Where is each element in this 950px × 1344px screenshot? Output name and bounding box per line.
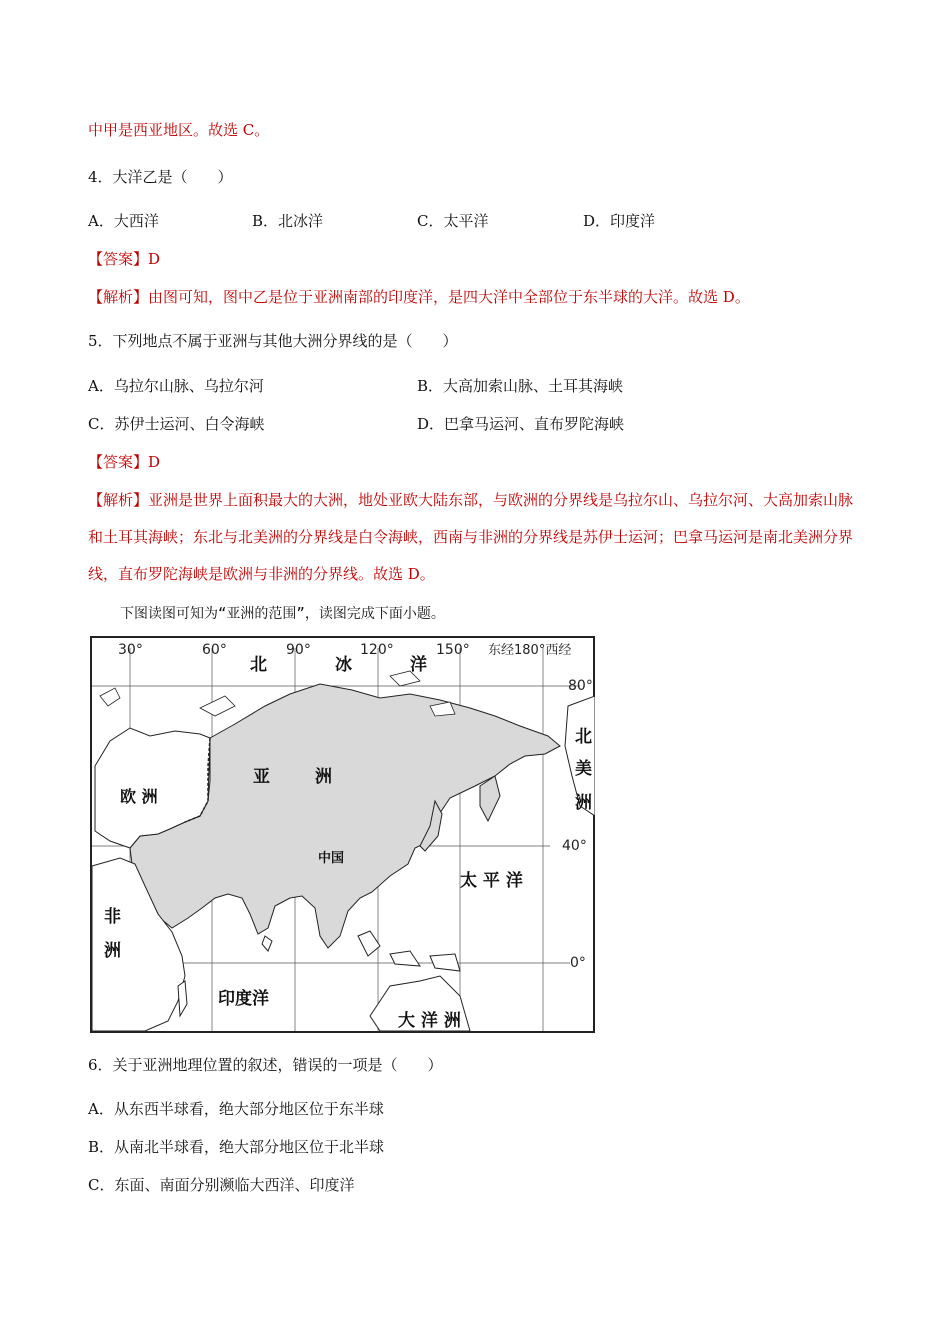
- q4-stem: 4．大洋乙是（ ）: [88, 168, 233, 186]
- answer-tag: 【答案】: [88, 250, 149, 268]
- answer-value: D: [148, 250, 161, 268]
- q4-option-a: A．大西洋: [88, 212, 159, 230]
- indian-ocean-label: 印度洋: [218, 989, 269, 1009]
- lon-corner-label: 东经180°西经: [488, 643, 572, 658]
- q6-option-c: C．东面、南面分别濒临大西洋、印度洋: [88, 1176, 355, 1194]
- q5-option-c: C．苏伊士运河、白令海峡: [88, 415, 265, 433]
- north-america-label-3: 洲: [575, 793, 592, 813]
- oceania-label: 大 洋 洲: [398, 1011, 461, 1031]
- asia-range-map: [90, 636, 595, 1033]
- map-intro: 下图读图可知为“亚洲的范围”，读图完成下面小题。: [120, 606, 445, 622]
- lon-label: 90°: [286, 642, 311, 658]
- arctic-label-2: 冰: [335, 655, 352, 675]
- africa-label-1: 非: [104, 907, 121, 927]
- answer-value: D: [148, 453, 161, 471]
- china-label: 中国: [318, 851, 345, 866]
- analysis-text: 亚洲是世界上面积最大的大洲，地处亚欧大陆东部，与欧洲的分界线是乌拉尔山、乌拉尔河、大高加索山脉和土耳其海峡；东北与北美洲的分界线是白令海峡，西南与非洲的分界线是苏伊士运河；巴拿马运河是南北美洲分界线，直布罗陀海峡是欧洲与非洲的分界线。故选 D。: [88, 491, 854, 583]
- lat-label: 80°: [568, 678, 593, 694]
- africa-label-2: 洲: [104, 941, 121, 961]
- lat-label: 40°: [562, 838, 587, 854]
- q6-option-a: A．从东西半球看，绝大部分地区位于东半球: [88, 1100, 384, 1118]
- pacific-label: 太 平 洋: [460, 871, 523, 891]
- asia-label-2: 洲: [315, 767, 332, 787]
- europe-label: 欧 洲: [120, 787, 158, 806]
- q5-option-b: B．大高加索山脉、土耳其海峡: [417, 377, 624, 395]
- q4-option-c: C．太平洋: [417, 212, 489, 230]
- north-america-label-2: 美: [575, 759, 592, 779]
- arctic-label-3: 洋: [410, 655, 427, 675]
- q5-answer: [88, 452, 160, 472]
- lon-label: 120°: [360, 642, 394, 658]
- lon-label: 60°: [202, 642, 227, 658]
- q4-option-b: B．北冰洋: [252, 212, 324, 230]
- analysis-tag: 【解析】: [88, 288, 149, 306]
- q5-analysis: [88, 482, 860, 593]
- q5-option-d: D．巴拿马运河、直布罗陀海峡: [417, 415, 625, 433]
- asia-label-1: 亚: [253, 767, 270, 787]
- q5-option-a: A．乌拉尔山脉、乌拉尔河: [88, 377, 264, 395]
- q4-option-d: D．印度洋: [583, 212, 656, 230]
- answer-tag: 【答案】: [88, 453, 149, 471]
- q4-answer: [88, 249, 160, 269]
- analysis-text: 由图可知，图中乙是位于亚洲南部的印度洋，是四大洋中全部位于东半球的大洋。故选 D。: [148, 288, 750, 306]
- q4-analysis: [88, 287, 750, 307]
- analysis-tag: 【解析】: [88, 491, 149, 509]
- lon-label: 150°: [436, 642, 470, 658]
- q5-stem: 5．下列地点不属于亚洲与其他大洲分界线的是（ ）: [88, 332, 458, 350]
- lat-label: 0°: [570, 955, 586, 971]
- lon-label: 30°: [118, 642, 143, 658]
- north-america-label-1: 北: [575, 727, 592, 747]
- q3-analysis-tail: 中甲是西亚地区。故选 C。: [88, 121, 270, 139]
- q6-stem: 6．关于亚洲地理位置的叙述，错误的一项是（ ）: [88, 1056, 443, 1074]
- q6-option-b: B．从南北半球看，绝大部分地区位于北半球: [88, 1138, 385, 1156]
- arctic-label-1: 北: [250, 655, 267, 675]
